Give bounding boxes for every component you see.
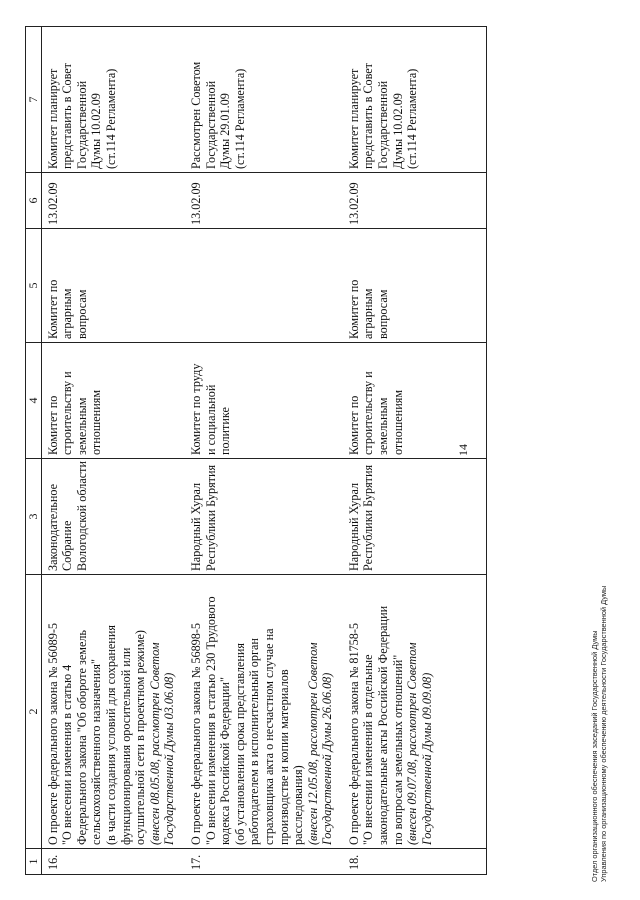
row-number-cell: 16. <box>41 849 185 875</box>
bill-text-line: работодателем в исполнительный орган <box>247 638 262 845</box>
bill-description-cell <box>185 575 343 849</box>
bill-text-line: "О внесении изменения в статью 4 <box>60 664 75 845</box>
bill-text-line: сельскохозяйственного назначения" <box>89 659 104 845</box>
bill-text-line: страховщика акта о несчастном случае на <box>261 628 276 845</box>
bill-text-line: (об установлении срока представления <box>232 643 247 845</box>
initiator-line: Народный Хурал <box>346 482 361 571</box>
co-committee-line: вопросам <box>74 289 89 339</box>
column-header: 4 <box>26 343 42 459</box>
responsible-committee-line: Комитет по <box>346 395 361 455</box>
initiator-line: Законодательное <box>45 483 60 571</box>
bill-text-line: О проекте федерального закона № 56089-5 <box>45 622 60 845</box>
bill-note-line: (внесен 12.05.08, рассмотрен Советом <box>305 642 320 845</box>
bill-text-line: "О внесении изменений в отдельные <box>361 654 376 845</box>
bill-note-line: (внесен 09.07.08, рассмотрен Советом <box>405 642 420 845</box>
status-note-line: Рассмотрен Советом <box>188 61 203 169</box>
bill-note-line: (внесен 08.05.08, рассмотрен Советом <box>147 642 162 845</box>
initiator-line: Вологодской области <box>74 461 89 571</box>
status-note-cell <box>343 27 443 173</box>
status-note-line: Комитет планирует <box>45 68 60 169</box>
bill-text-line: О проекте федерального закона № 81758-5 <box>346 622 361 845</box>
bill-text-line: "О внесении изменения в статью 230 Трудового <box>203 596 218 845</box>
status-note-line: Государственной <box>74 80 89 169</box>
responsible-committee-line: отношениям <box>89 389 104 455</box>
row-number-cell: 17. <box>185 849 343 875</box>
bill-text-line: О проекте федерального закона № 56898-5 <box>188 622 203 845</box>
responsible-committee-cell <box>41 343 185 459</box>
bill-note-line: Государственной Думы 09.09.08) <box>419 672 434 845</box>
deadline-date-cell: 13.02.09 <box>41 173 185 229</box>
footer-line: Отдел организационного обеспечения заседаний Государственной Думы <box>590 630 599 882</box>
deadline-date-cell: 13.02.09 <box>343 173 443 229</box>
responsible-committee-line: земельным <box>74 397 89 455</box>
bill-text-line: производстве и копии материалов <box>276 669 291 845</box>
initiator-line: Народный Хурал <box>188 482 203 571</box>
bills-table <box>25 26 487 875</box>
status-note-cell <box>41 27 185 173</box>
status-note-line: (ст.114 Регламента) <box>405 68 420 169</box>
bill-text-line: кодекса Российской Федерации" <box>218 677 233 845</box>
co-committee-line: аграрным <box>361 288 376 339</box>
column-header: 6 <box>26 173 42 229</box>
status-note-line: (ст.114 Регламента) <box>103 68 118 169</box>
status-note-line: представить в Совет <box>361 62 376 169</box>
table-header <box>26 27 42 875</box>
column-header: 3 <box>26 459 42 575</box>
row-number-cell: 18. <box>343 849 443 875</box>
bill-text-line: осушительной сети в проектном режиме) <box>133 630 148 845</box>
column-header: 2 <box>26 575 42 849</box>
status-note-line: представить в Совет <box>60 62 75 169</box>
responsible-committee-line: отношениям <box>390 389 405 455</box>
initiator-line: Республики Бурятия <box>361 464 376 571</box>
column-header: 7 <box>26 27 42 173</box>
status-note-line: (ст.114 Регламента) <box>232 68 247 169</box>
bill-text-line: законодательные акты Российской Федерации <box>376 605 391 845</box>
responsible-committee-line: Комитет по труду <box>188 363 203 455</box>
footer-line: Управления по организационному обеспечению деятельности Государственной Думы <box>599 585 609 882</box>
responsible-committee-line: политике <box>218 407 233 455</box>
bill-text-line: (в части создания условий для сохранения <box>103 625 118 845</box>
page-number: 14 <box>456 444 470 456</box>
co-committee-line: Комитет по <box>346 279 361 339</box>
document-footer <box>590 586 609 882</box>
bill-description-cell <box>343 575 443 849</box>
status-note-line: Государственной <box>203 80 218 169</box>
table-row <box>185 27 343 875</box>
co-committee-line: аграрным <box>60 288 75 339</box>
column-header: 1 <box>26 849 42 875</box>
bill-text-line: по вопросам земельных отношений" <box>390 654 405 845</box>
table-body <box>41 27 487 875</box>
responsible-committee-line: строительству и <box>361 371 376 455</box>
table-row <box>41 27 185 875</box>
responsible-committee-line: земельным <box>376 397 391 455</box>
co-committee-line: Комитет по <box>45 279 60 339</box>
responsible-committee-line: строительству и <box>60 371 75 455</box>
bill-note-line: Государственной Думы 03.06.08) <box>162 672 177 845</box>
bill-text-line: Федерального закона "Об обороте земель <box>74 630 89 845</box>
initiator-line: Собрание <box>60 520 75 571</box>
status-note-line: Думы 10.02.09 <box>390 93 405 169</box>
table-row <box>343 27 443 875</box>
deadline-date-cell: 13.02.09 <box>185 173 343 229</box>
initiator-line: Республики Бурятия <box>203 464 218 571</box>
initiator-cell <box>185 459 343 575</box>
status-note-line: Государственной <box>376 80 391 169</box>
co-committee-cell <box>41 229 185 343</box>
status-note-line: Думы 29.01.09 <box>218 93 233 169</box>
co-committee-line: вопросам <box>376 289 391 339</box>
responsible-committee-cell <box>343 343 443 459</box>
status-note-cell <box>185 27 343 173</box>
status-note-line: Комитет планирует <box>346 68 361 169</box>
responsible-committee-cell <box>185 343 343 459</box>
co-committee-cell <box>185 229 343 343</box>
bill-description-cell <box>41 575 185 849</box>
initiator-cell <box>343 459 443 575</box>
bill-text-line: расследования) <box>291 765 306 845</box>
co-committee-cell <box>343 229 443 343</box>
status-note-line: Думы 10.02.09 <box>89 93 104 169</box>
column-header: 5 <box>26 229 42 343</box>
initiator-cell <box>41 459 185 575</box>
bill-text-line: функционирования оросительной или <box>118 647 133 845</box>
bill-note-line: Государственной Думы 26.06.08) <box>320 672 335 845</box>
responsible-committee-line: Комитет по <box>45 395 60 455</box>
responsible-committee-line: и социальной <box>203 384 218 455</box>
